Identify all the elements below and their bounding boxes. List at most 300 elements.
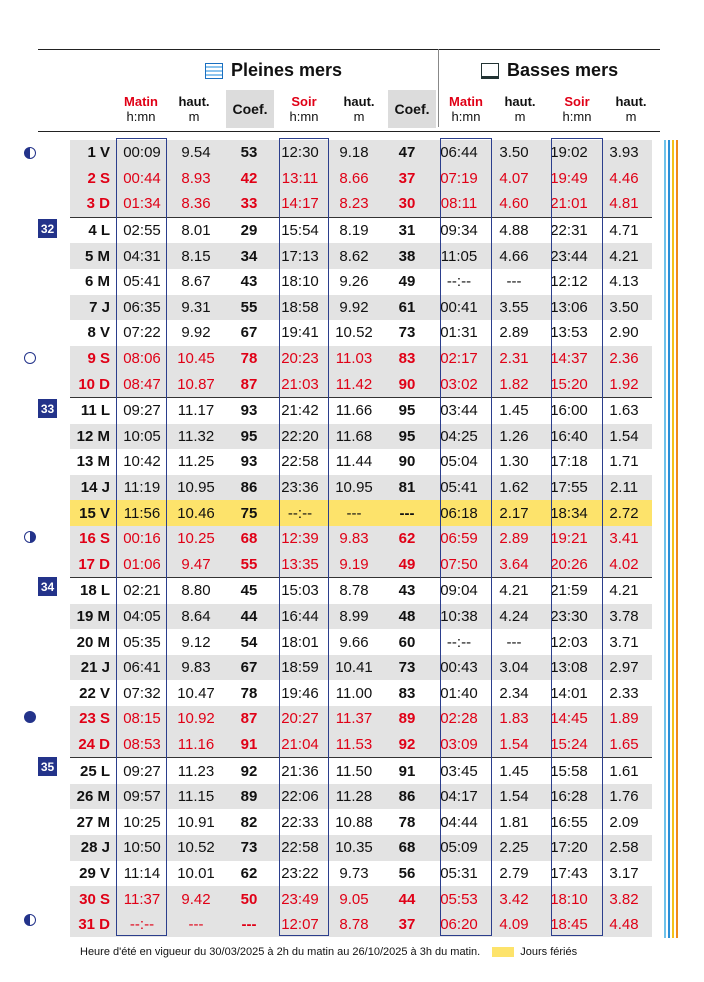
cell-bh1: 1.62 <box>486 475 542 501</box>
cell-h2: 9.73 <box>339 864 369 882</box>
basses-mers-label: Basses mers <box>507 60 619 80</box>
cell-day: 7 J <box>70 295 116 321</box>
cell-day: 24 D <box>70 732 116 758</box>
cell-day: 30 S <box>70 886 116 912</box>
cell-pm2: 22:06 <box>274 784 326 810</box>
cell-h1: 10.45 <box>168 346 224 372</box>
cell-day: 12 M <box>70 424 116 450</box>
cell-c2: 86 <box>382 784 432 810</box>
bm-soir-column-frame <box>551 138 603 936</box>
cell-h1: 10.46 <box>168 500 224 526</box>
cell-bh2: 1.89 <box>596 706 652 732</box>
header-pm-matin: Matin h:mn <box>124 94 158 124</box>
cell-bh1: 1.54 <box>486 732 542 758</box>
cell-day: 25 L <box>70 758 116 784</box>
cell-c2: 90 <box>398 453 416 471</box>
cell-h1: 11.16 <box>168 732 224 758</box>
cell-day: 19 M <box>70 604 116 630</box>
cell-bh1: 2.89 <box>499 324 529 342</box>
cell-pm2: 12:39 <box>274 526 326 552</box>
cell-h1: 10.25 <box>168 526 224 552</box>
cell-bh1: 3.50 <box>486 140 542 166</box>
cell-bh1: 1.45 <box>486 758 542 784</box>
cell-bh2: 3.50 <box>596 295 652 321</box>
cell-bh1: 1.81 <box>499 813 529 831</box>
cell-h1: 9.31 <box>168 295 224 321</box>
cell-day: 5 M <box>70 243 116 269</box>
cell-bh2: 2.33 <box>609 684 639 702</box>
summer-time-note: Heure d'été en vigueur du 30/03/2025 à 2h du matin au 26/10/2025 à 3h du matin. <box>80 946 481 958</box>
cell-h1: 11.32 <box>168 424 224 450</box>
cell-day: 10 D <box>70 371 116 397</box>
cell-c1: 86 <box>224 475 274 501</box>
cell-bh2: 1.76 <box>596 784 652 810</box>
cell-bm2: 18:10 <box>542 886 596 912</box>
cell-day: 4 L <box>70 217 116 243</box>
cell-bm1: 03:09 <box>432 732 486 758</box>
cell-bm1: 11:05 <box>432 243 486 269</box>
cell-h1: --- <box>168 912 224 938</box>
cell-c2: 81 <box>382 475 432 501</box>
cell-h2: 11.66 <box>326 397 382 423</box>
header-pm-haut2: haut. m <box>343 94 375 124</box>
cell-pm1: 00:44 <box>116 166 168 192</box>
cell-c1: 87 <box>224 706 274 732</box>
cell-c1: 78 <box>224 346 274 372</box>
cell-pm2: 12:30 <box>274 140 326 166</box>
cell-bh1: --- <box>506 633 522 651</box>
cell-pm2: 18:01 <box>281 633 319 651</box>
cell-bm1: 10:38 <box>432 604 486 630</box>
new-moon-icon <box>24 711 36 723</box>
cell-h2: 9.26 <box>339 273 369 291</box>
cell-h2: 9.05 <box>326 886 382 912</box>
cell-pm2: 18:10 <box>281 273 319 291</box>
pleines-mers-label: Pleines mers <box>231 60 343 80</box>
cell-pm2: 21:36 <box>274 758 326 784</box>
cell-c1: 73 <box>224 835 274 861</box>
cell-c1: 55 <box>224 552 274 578</box>
cell-pm2: 18:59 <box>274 655 326 681</box>
cell-c2: 37 <box>382 166 432 192</box>
cell-c1: 62 <box>240 864 258 882</box>
cell-day: 8 V <box>87 324 110 342</box>
cell-pm1: 01:06 <box>116 552 168 578</box>
cell-day: 11 L <box>70 397 116 423</box>
cell-bh1: 2.34 <box>499 684 529 702</box>
cell-bh1: --- <box>506 273 522 291</box>
cell-day: 13 M <box>76 453 110 471</box>
cell-bh2: 4.48 <box>596 912 652 938</box>
cell-bh1: 2.31 <box>486 346 542 372</box>
week-badge-33: 33 <box>38 399 57 418</box>
cell-h1: 9.42 <box>168 886 224 912</box>
cell-h1: 11.25 <box>177 453 215 471</box>
cell-bm1: 03:45 <box>432 758 486 784</box>
cell-h1: 10.95 <box>168 475 224 501</box>
cell-bm1: 02:17 <box>432 346 486 372</box>
cell-c2: 90 <box>382 371 432 397</box>
cell-bh1: 1.54 <box>486 784 542 810</box>
cell-bm2: 19:02 <box>542 140 596 166</box>
cell-h2: 11.68 <box>326 424 382 450</box>
week-badge-35: 35 <box>38 757 57 776</box>
pm-matin-column-frame <box>116 138 167 936</box>
cell-c2: --- <box>382 500 432 526</box>
cell-c1: 91 <box>224 732 274 758</box>
cell-bm1: 01:40 <box>440 684 478 702</box>
cell-c2: 37 <box>382 912 432 938</box>
cell-bh2: 1.61 <box>596 758 652 784</box>
cell-pm1: 07:22 <box>123 324 161 342</box>
cell-bh2: 4.46 <box>596 166 652 192</box>
header-bm-soir: Soir h:mn <box>562 94 592 124</box>
cell-h1: 10.92 <box>168 706 224 732</box>
header-bm-haut2: haut. m <box>615 94 647 124</box>
cell-pm1: 06:41 <box>116 655 168 681</box>
cell-h2: 11.53 <box>326 732 382 758</box>
cell-h1: 10.52 <box>168 835 224 861</box>
week-badge-34: 34 <box>38 577 57 596</box>
cell-pm2: 19:46 <box>281 684 319 702</box>
cell-bm1: 00:43 <box>432 655 486 681</box>
cell-c2: 91 <box>382 758 432 784</box>
cell-bh2: 4.13 <box>609 273 639 291</box>
cell-bh2: 3.71 <box>609 633 639 651</box>
cell-h2: 8.23 <box>326 191 382 217</box>
cell-c2: 92 <box>382 732 432 758</box>
header-rule <box>38 131 660 132</box>
cell-pm1: 00:16 <box>116 526 168 552</box>
cell-day: 17 D <box>70 552 116 578</box>
cell-c1: 89 <box>224 784 274 810</box>
cell-pm1: 11:56 <box>116 500 168 526</box>
cell-bm2: 18:45 <box>542 912 596 938</box>
cell-c1: 55 <box>224 295 274 321</box>
cell-pm2: 23:49 <box>274 886 326 912</box>
bm-matin-column-frame <box>440 138 492 936</box>
holiday-legend-swatch <box>492 947 514 957</box>
cell-bm2: 23:30 <box>542 604 596 630</box>
cell-c1: 33 <box>224 191 274 217</box>
pm-soir-column-frame <box>279 138 329 936</box>
full-moon-icon <box>24 352 36 364</box>
cell-day: 29 V <box>79 864 110 882</box>
cell-pm1: 11:14 <box>123 864 161 882</box>
cell-bm1: 03:02 <box>432 371 486 397</box>
cell-day: 2 S <box>70 166 116 192</box>
cell-h2: 11.03 <box>326 346 382 372</box>
cell-c2: 83 <box>382 346 432 372</box>
cell-h2: 11.44 <box>335 453 373 471</box>
cell-bh2: 3.17 <box>609 864 639 882</box>
cell-c2: 61 <box>382 295 432 321</box>
cell-day: 6 M <box>84 273 110 291</box>
cell-c2: 48 <box>382 604 432 630</box>
cell-bh2: 2.97 <box>596 655 652 681</box>
cell-pm1: 09:27 <box>116 758 168 784</box>
cell-bh2: 3.78 <box>596 604 652 630</box>
cell-pm1: 00:09 <box>116 140 168 166</box>
side-stripe-blue <box>664 140 666 938</box>
cell-day: 3 D <box>70 191 116 217</box>
cell-h1: 8.15 <box>168 243 224 269</box>
cell-pm2: 17:13 <box>274 243 326 269</box>
cell-c2: 49 <box>398 273 416 291</box>
cell-bm1: 04:17 <box>432 784 486 810</box>
cell-bh2: 2.58 <box>596 835 652 861</box>
cell-h2: 11.37 <box>326 706 382 732</box>
cell-pm2: 13:11 <box>274 166 326 192</box>
cell-c2: 31 <box>382 217 432 243</box>
cell-bh1: 1.45 <box>486 397 542 423</box>
cell-c1: 54 <box>240 633 258 651</box>
cell-pm1: 05:41 <box>123 273 161 291</box>
cell-pm1: 06:35 <box>116 295 168 321</box>
cell-h1: 8.36 <box>168 191 224 217</box>
cell-bh1: 2.25 <box>486 835 542 861</box>
cell-bm2: 21:01 <box>542 191 596 217</box>
cell-bh1: 3.64 <box>486 552 542 578</box>
cell-c2: 95 <box>382 424 432 450</box>
cell-pm2: 13:35 <box>274 552 326 578</box>
cell-bh1: 1.26 <box>486 424 542 450</box>
cell-h2: 8.78 <box>326 578 382 604</box>
cell-pm1: 02:21 <box>116 578 168 604</box>
cell-c2: 89 <box>382 706 432 732</box>
cell-day: 1 V <box>70 140 116 166</box>
cell-bm1: 02:28 <box>432 706 486 732</box>
cell-bm1: 07:19 <box>432 166 486 192</box>
cell-h1: 8.64 <box>168 604 224 630</box>
cell-h1: 11.15 <box>168 784 224 810</box>
cell-bm2: 17:18 <box>550 453 588 471</box>
cell-bm1: 01:31 <box>440 324 478 342</box>
cell-bm2: 12:03 <box>550 633 588 651</box>
cell-day: 27 M <box>76 813 110 831</box>
cell-pm2: 16:44 <box>274 604 326 630</box>
cell-pm2: 20:23 <box>274 346 326 372</box>
cell-pm1: 09:57 <box>116 784 168 810</box>
cell-c1: 42 <box>224 166 274 192</box>
cell-c2: 44 <box>382 886 432 912</box>
cell-bh2: 4.21 <box>596 243 652 269</box>
cell-h1: 9.92 <box>181 324 211 342</box>
cell-bm1: 05:53 <box>432 886 486 912</box>
cell-bm1: 05:41 <box>432 475 486 501</box>
cell-h1: 9.12 <box>181 633 211 651</box>
cell-bm2: 13:08 <box>542 655 596 681</box>
cell-pm2: 21:42 <box>274 397 326 423</box>
cell-day: 28 J <box>70 835 116 861</box>
cell-c2: 47 <box>382 140 432 166</box>
cell-bm2: 14:01 <box>550 684 588 702</box>
cell-bm1: 09:04 <box>432 578 486 604</box>
cell-h1: 9.47 <box>168 552 224 578</box>
cell-c1: 92 <box>224 758 274 784</box>
cell-bm2: 17:20 <box>542 835 596 861</box>
cell-c1: 45 <box>224 578 274 604</box>
cell-h1: 8.67 <box>181 273 211 291</box>
cell-bh1: 3.55 <box>486 295 542 321</box>
cell-c2: 56 <box>398 864 416 882</box>
cell-pm2: 21:04 <box>274 732 326 758</box>
cell-h2: 11.28 <box>326 784 382 810</box>
cell-bh1: 3.04 <box>486 655 542 681</box>
cell-bm2: 17:55 <box>542 475 596 501</box>
first-quarter-moon-icon-2 <box>24 914 36 926</box>
cell-day: 18 L <box>70 578 116 604</box>
cell-day: 9 S <box>70 346 116 372</box>
cell-h2: 10.52 <box>335 324 373 342</box>
footer <box>80 946 577 958</box>
cell-c2: 62 <box>382 526 432 552</box>
cell-h2: 10.41 <box>326 655 382 681</box>
cell-bm2: 23:44 <box>542 243 596 269</box>
cell-bh2: 2.11 <box>596 475 652 501</box>
cell-h2: 8.99 <box>326 604 382 630</box>
cell-c1: 93 <box>240 453 258 471</box>
cell-h1: 8.01 <box>168 217 224 243</box>
top-rule <box>38 49 660 50</box>
cell-h2: --- <box>326 500 382 526</box>
cell-h2: 11.50 <box>326 758 382 784</box>
cell-pm2: 14:17 <box>274 191 326 217</box>
cell-bh1: 1.30 <box>499 453 529 471</box>
cell-bh1: 4.07 <box>486 166 542 192</box>
cell-pm2: 23:36 <box>274 475 326 501</box>
basses-mers-title <box>481 60 618 81</box>
cell-bh2: 1.63 <box>596 397 652 423</box>
cell-h1: 11.17 <box>168 397 224 423</box>
cell-bh2: 4.21 <box>596 578 652 604</box>
cell-c1: 68 <box>224 526 274 552</box>
cell-pm1: 10:25 <box>123 813 161 831</box>
cell-pm2: 22:58 <box>281 453 319 471</box>
cell-bh1: 3.42 <box>486 886 542 912</box>
cell-bh2: 4.71 <box>596 217 652 243</box>
cell-h2: 9.66 <box>339 633 369 651</box>
low-tide-icon <box>481 63 499 79</box>
cell-c2: 60 <box>398 633 416 651</box>
cell-h1: 10.91 <box>177 813 215 831</box>
cell-c1: 29 <box>224 217 274 243</box>
cell-bh2: 2.72 <box>596 500 652 526</box>
cell-h2: 9.92 <box>326 295 382 321</box>
cell-bh1: 4.24 <box>486 604 542 630</box>
cell-pm1: 04:31 <box>116 243 168 269</box>
cell-bm1: 05:04 <box>440 453 478 471</box>
cell-pm2: 15:03 <box>274 578 326 604</box>
cell-c1: --- <box>224 912 274 938</box>
cell-pm1: 08:53 <box>116 732 168 758</box>
cell-pm1: 07:32 <box>123 684 161 702</box>
cell-c2: 38 <box>382 243 432 269</box>
cell-bm1: 07:50 <box>432 552 486 578</box>
cell-c2: 49 <box>382 552 432 578</box>
cell-c2: 30 <box>382 191 432 217</box>
cell-bm2: 20:26 <box>542 552 596 578</box>
cell-bh2: 1.54 <box>596 424 652 450</box>
cell-bm1: 06:18 <box>432 500 486 526</box>
header-pm-haut1: haut. m <box>178 94 210 124</box>
cell-c1: 53 <box>224 140 274 166</box>
cell-h2: 8.19 <box>326 217 382 243</box>
cell-c1: 44 <box>224 604 274 630</box>
cell-bm2: 19:21 <box>542 526 596 552</box>
header-bm-matin: Matin h:mn <box>449 94 483 124</box>
header-pm-coef1: Coef. <box>226 90 274 128</box>
cell-c2: 43 <box>382 578 432 604</box>
cell-bh1: 1.83 <box>486 706 542 732</box>
cell-bm2: 15:24 <box>542 732 596 758</box>
section-divider <box>438 49 439 127</box>
cell-bh1: 4.21 <box>486 578 542 604</box>
cell-day: 15 V <box>70 500 116 526</box>
cell-c1: 95 <box>224 424 274 450</box>
cell-h2: 9.19 <box>326 552 382 578</box>
cell-c1: 93 <box>224 397 274 423</box>
cell-h2: 10.88 <box>335 813 373 831</box>
cell-bm1: 04:44 <box>440 813 478 831</box>
side-stripe-yellow <box>672 140 674 938</box>
cell-bh2: 3.41 <box>596 526 652 552</box>
cell-h2: 9.83 <box>326 526 382 552</box>
cell-bm1: 06:59 <box>432 526 486 552</box>
cell-bm2: 13:53 <box>550 324 588 342</box>
cell-pm2: --:-- <box>274 500 326 526</box>
cell-pm2: 22:58 <box>274 835 326 861</box>
cell-c2: 78 <box>398 813 416 831</box>
cell-day: 16 S <box>70 526 116 552</box>
cell-h2: 9.18 <box>326 140 382 166</box>
cell-c1: 43 <box>240 273 258 291</box>
cell-h2: 8.78 <box>326 912 382 938</box>
cell-bm1: 03:44 <box>432 397 486 423</box>
cell-pm1: --:-- <box>116 912 168 938</box>
cell-bm1: 05:09 <box>432 835 486 861</box>
side-stripe-orange <box>676 140 678 938</box>
header-bm-haut1: haut. m <box>504 94 536 124</box>
cell-bh2: 3.93 <box>596 140 652 166</box>
cell-bm2: 17:43 <box>550 864 588 882</box>
cell-bm2: 15:20 <box>542 371 596 397</box>
cell-pm1: 09:27 <box>116 397 168 423</box>
cell-c1: 34 <box>224 243 274 269</box>
cell-day: 23 S <box>70 706 116 732</box>
cell-bm1: 05:31 <box>440 864 478 882</box>
cell-pm2: 12:07 <box>274 912 326 938</box>
cell-pm2: 18:58 <box>274 295 326 321</box>
cell-c1: 67 <box>240 324 258 342</box>
cell-bh1: 2.89 <box>486 526 542 552</box>
cell-day: 26 M <box>70 784 116 810</box>
last-quarter-moon-icon <box>24 531 36 543</box>
week-badge-32: 32 <box>38 219 57 238</box>
cell-bm1: --:-- <box>446 633 472 651</box>
cell-bm2: 13:06 <box>542 295 596 321</box>
cell-bh2: 2.90 <box>609 324 639 342</box>
cell-pm2: 23:22 <box>281 864 319 882</box>
cell-h1: 9.54 <box>168 140 224 166</box>
cell-h1: 8.93 <box>168 166 224 192</box>
cell-bm2: 16:40 <box>542 424 596 450</box>
cell-bm2: 14:37 <box>542 346 596 372</box>
cell-c1: 50 <box>224 886 274 912</box>
cell-h1: 10.01 <box>177 864 215 882</box>
cell-day: 31 D <box>70 912 116 938</box>
cell-bh2: 4.81 <box>596 191 652 217</box>
